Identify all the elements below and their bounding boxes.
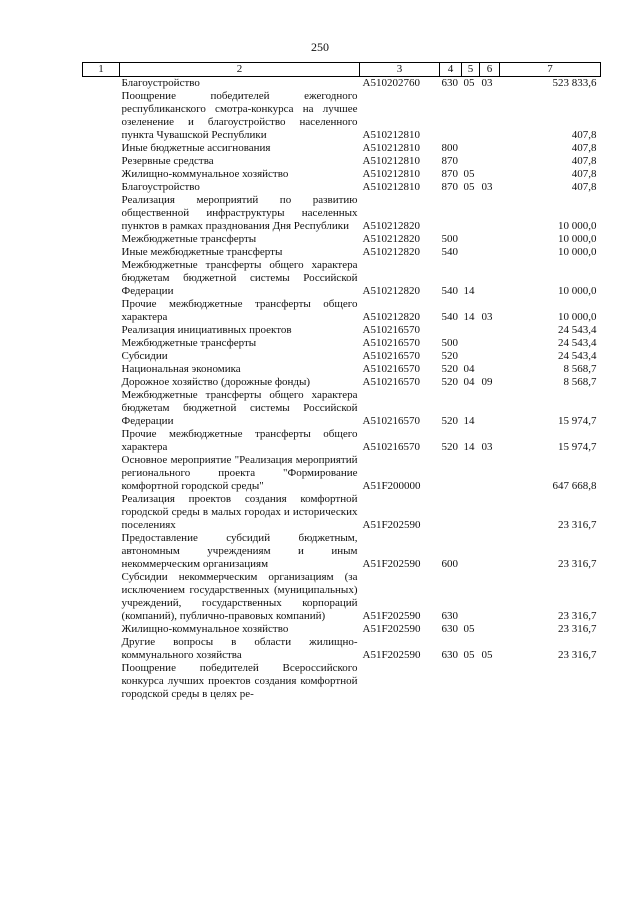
subsection: [480, 142, 500, 155]
header-row: [83, 63, 601, 77]
expense-type: 630: [441, 77, 458, 89]
row-number-cell: [83, 493, 120, 532]
table-row: [83, 493, 601, 532]
item-code: А510216570: [362, 363, 420, 375]
row-number-cell: [83, 142, 120, 155]
table-row: [83, 376, 601, 389]
subsection: 09: [481, 376, 493, 388]
table-row: [83, 77, 601, 91]
expense-type: 500: [441, 337, 458, 349]
expense-type: 540: [441, 285, 458, 297]
subsection: [480, 350, 500, 363]
item-name: Межбюджетные трансферты: [121, 233, 257, 245]
item-name: Резервные средства: [121, 155, 214, 167]
table-row: [83, 337, 601, 350]
table-row: [83, 532, 601, 571]
item-code: А510212810: [362, 155, 420, 167]
expense-type: 630: [441, 610, 458, 622]
amount: 23 316,7: [558, 649, 597, 661]
row-number-cell: [83, 181, 120, 194]
section: 14: [463, 285, 475, 297]
item-code: А510212810: [362, 168, 420, 180]
page-number: 250: [311, 40, 329, 54]
row-number-cell: [83, 376, 120, 389]
table-row: [83, 389, 601, 428]
amount: 23 316,7: [558, 558, 597, 570]
expense-type: 870: [441, 181, 458, 193]
section: [462, 155, 480, 168]
table-row: [83, 324, 601, 337]
expense-type: 520: [441, 376, 458, 388]
expense-type: 520: [441, 363, 458, 375]
item-name: Иные межбюджетные трансферты: [121, 246, 283, 258]
subsection: 03: [481, 441, 493, 453]
amount: 24 543,4: [558, 324, 597, 336]
section: 05: [463, 649, 475, 661]
subsection: [480, 90, 500, 142]
item-name: Межбюджетные трансферты общего характера бюджетам бюджетной системы Российской Федерации: [121, 389, 358, 427]
row-number-cell: [83, 298, 120, 324]
amount: 523 833,6: [552, 77, 597, 89]
expense-type: [440, 194, 462, 233]
item-code: А510216570: [362, 441, 420, 453]
item-name: Прочие межбюджетные трансферты общего характера: [121, 298, 358, 323]
item-code: [360, 662, 440, 701]
expense-type: 630: [441, 649, 458, 661]
amount: 10 000,0: [558, 246, 597, 258]
amount: 24 543,4: [558, 350, 597, 362]
subsection: [480, 662, 500, 701]
item-name: Поощрение победителей ежегодного республиканского смотра-конкурса на лучшее озеленение и благоустройство населенного пункта Чувашской Республики: [121, 90, 358, 141]
row-number-cell: [83, 428, 120, 454]
amount: 15 974,7: [558, 415, 597, 427]
expense-type: 600: [441, 558, 458, 570]
section: [462, 233, 480, 246]
section: 05: [463, 181, 475, 193]
column-header: 7: [500, 63, 601, 77]
subsection: [480, 259, 500, 298]
item-name: Поощрение победителей Всероссийского конкурса лучших проектов создания комфортной городской среды в целях ре-: [121, 662, 358, 700]
subsection: [480, 194, 500, 233]
subsection: [480, 233, 500, 246]
item-code: А51F202590: [362, 649, 421, 661]
item-code: А51F200000: [362, 480, 421, 492]
table-row: [83, 194, 601, 233]
amount: 407,8: [571, 142, 597, 154]
section: [462, 337, 480, 350]
amount: 15 974,7: [558, 441, 597, 453]
expense-type: 800: [441, 142, 458, 154]
expense-type: 540: [441, 311, 458, 323]
row-number-cell: [83, 571, 120, 623]
item-name: Жилищно-коммунальное хозяйство: [121, 168, 289, 180]
section: 04: [463, 376, 475, 388]
item-code: А51F202590: [362, 623, 421, 635]
row-number-cell: [83, 324, 120, 337]
column-header: 1: [83, 63, 120, 77]
column-header: 5: [462, 63, 480, 77]
table-row: [83, 168, 601, 181]
expense-type: 500: [441, 233, 458, 245]
table-row: [83, 259, 601, 298]
section: 05: [463, 168, 475, 180]
section: 05: [463, 623, 475, 635]
row-number-cell: [83, 246, 120, 259]
row-number-cell: [83, 662, 120, 701]
table-row: [83, 155, 601, 168]
item-code: А51F202590: [362, 519, 421, 531]
row-number-cell: [83, 532, 120, 571]
expense-type: [440, 90, 462, 142]
row-number-cell: [83, 233, 120, 246]
amount: [500, 662, 601, 701]
item-name: Национальная экономика: [121, 363, 241, 375]
amount: 647 668,8: [552, 480, 597, 492]
table-row: [83, 181, 601, 194]
column-header: 6: [480, 63, 500, 77]
item-name: Субсидии некоммерческим организациям (за исключением государственных (муниципальных) учреждений, государственных корпораций (компаний), публично-правовых компаний): [121, 571, 358, 622]
section: [462, 246, 480, 259]
item-code: А510216570: [362, 337, 420, 349]
expense-type: 870: [441, 168, 458, 180]
expense-type: 630: [441, 623, 458, 635]
row-number-cell: [83, 636, 120, 662]
section: 05: [463, 77, 475, 89]
subsection: 05: [481, 649, 493, 661]
item-name: Реализация инициативных проектов: [121, 324, 292, 336]
expense-type: 870: [441, 155, 458, 167]
section: 04: [463, 363, 475, 375]
section: [462, 350, 480, 363]
amount: 8 568,7: [563, 376, 597, 388]
item-name: Основное мероприятие "Реализация мероприятий регионального проекта "Формирование комфортной городской среды": [121, 454, 358, 492]
subsection: 03: [481, 181, 493, 193]
table-row: [83, 571, 601, 623]
item-code: А510212810: [362, 181, 420, 193]
item-name: Дорожное хозяйство (дорожные фонды): [121, 376, 311, 388]
subsection: [480, 168, 500, 181]
budget-table: [82, 62, 601, 701]
row-number-cell: [83, 77, 120, 91]
expense-type: [440, 454, 462, 493]
amount: 10 000,0: [558, 285, 597, 297]
row-number-cell: [83, 337, 120, 350]
item-code: А51F202590: [362, 610, 421, 622]
item-name: Межбюджетные трансферты: [121, 337, 257, 349]
table-row: [83, 142, 601, 155]
section: 14: [463, 311, 475, 323]
table-row: [83, 363, 601, 376]
item-code: А51F202590: [362, 558, 421, 570]
item-code: А510216570: [362, 350, 420, 362]
section: 14: [463, 415, 475, 427]
expense-type: [440, 493, 462, 532]
item-name: Прочие межбюджетные трансферты общего характера: [121, 428, 358, 453]
row-number-cell: [83, 363, 120, 376]
item-name: Благоустройство: [121, 77, 200, 89]
expense-type: [440, 662, 462, 701]
item-name: Благоустройство: [121, 181, 200, 193]
section: [462, 90, 480, 142]
item-name: Межбюджетные трансферты общего характера бюджетам бюджетной системы Российской Федерации: [121, 259, 358, 297]
item-name: Субсидии: [121, 350, 168, 362]
subsection: 03: [481, 77, 493, 89]
section: [462, 571, 480, 623]
table-row: [83, 623, 601, 636]
subsection: [480, 532, 500, 571]
expense-type: 540: [441, 246, 458, 258]
table-row: [83, 233, 601, 246]
section: [462, 194, 480, 233]
section: [462, 324, 480, 337]
table-row: [83, 246, 601, 259]
section: 14: [463, 441, 475, 453]
row-number-cell: [83, 454, 120, 493]
expense-type: 520: [441, 350, 458, 362]
item-code: А510216570: [362, 376, 420, 388]
item-code: А510212820: [362, 246, 420, 258]
column-header: 4: [440, 63, 462, 77]
column-header: 2: [120, 63, 360, 77]
table-row: [83, 428, 601, 454]
amount: 407,8: [571, 168, 597, 180]
table-row: [83, 636, 601, 662]
table-row: [83, 90, 601, 142]
table-row: [83, 662, 601, 701]
amount: 407,8: [571, 155, 597, 167]
subsection: [480, 623, 500, 636]
amount: 407,8: [571, 129, 597, 141]
section: [462, 662, 480, 701]
expense-type: [440, 324, 462, 337]
table-row: [83, 454, 601, 493]
table-row: [83, 350, 601, 363]
row-number-cell: [83, 168, 120, 181]
item-code: А510212820: [362, 285, 420, 297]
amount: 8 568,7: [563, 363, 597, 375]
amount: 23 316,7: [558, 519, 597, 531]
item-name: Другие вопросы в области жилищно-коммунального хозяйства: [121, 636, 358, 661]
expense-type: 520: [441, 415, 458, 427]
subsection: [480, 454, 500, 493]
subsection: [480, 155, 500, 168]
subsection: [480, 571, 500, 623]
item-name: Реализация проектов создания комфортной городской среды в малых городах и исторических поселениях: [121, 493, 358, 531]
item-name: Иные бюджетные ассигнования: [121, 142, 271, 154]
row-number-cell: [83, 389, 120, 428]
row-number-cell: [83, 623, 120, 636]
amount: 23 316,7: [558, 610, 597, 622]
subsection: [480, 389, 500, 428]
item-code: А510212820: [362, 233, 420, 245]
item-code: А510216570: [362, 324, 420, 336]
item-code: А510212810: [362, 129, 420, 141]
row-number-cell: [83, 155, 120, 168]
section: [462, 493, 480, 532]
subsection: [480, 246, 500, 259]
section: [462, 454, 480, 493]
section: [462, 532, 480, 571]
row-number-cell: [83, 259, 120, 298]
item-name: Предоставление субсидий бюджетным, автономным учреждениям и иным некоммерческим организациям: [121, 532, 358, 570]
table-row: [83, 298, 601, 324]
amount: 10 000,0: [558, 220, 597, 232]
row-number-cell: [83, 90, 120, 142]
item-code: А510212810: [362, 142, 420, 154]
item-code: А510216570: [362, 415, 420, 427]
subsection: [480, 324, 500, 337]
item-name: Жилищно-коммунальное хозяйство: [121, 623, 289, 635]
section: [462, 142, 480, 155]
subsection: [480, 493, 500, 532]
item-name: Реализация мероприятий по развитию общественной инфраструктуры населенных пунктов в рамках празднования Дня Республики: [121, 194, 358, 232]
subsection: [480, 337, 500, 350]
item-code: А510212820: [362, 311, 420, 323]
amount: 23 316,7: [558, 623, 597, 635]
table-body: [83, 77, 601, 702]
subsection: 03: [481, 311, 493, 323]
item-code: А510212820: [362, 220, 420, 232]
amount: 10 000,0: [558, 233, 597, 245]
row-number-cell: [83, 350, 120, 363]
item-code: А510202760: [362, 77, 420, 89]
amount: 407,8: [571, 181, 597, 193]
subsection: [480, 363, 500, 376]
expense-type: 520: [441, 441, 458, 453]
amount: 24 543,4: [558, 337, 597, 349]
column-header: 3: [360, 63, 440, 77]
row-number-cell: [83, 194, 120, 233]
amount: 10 000,0: [558, 311, 597, 323]
